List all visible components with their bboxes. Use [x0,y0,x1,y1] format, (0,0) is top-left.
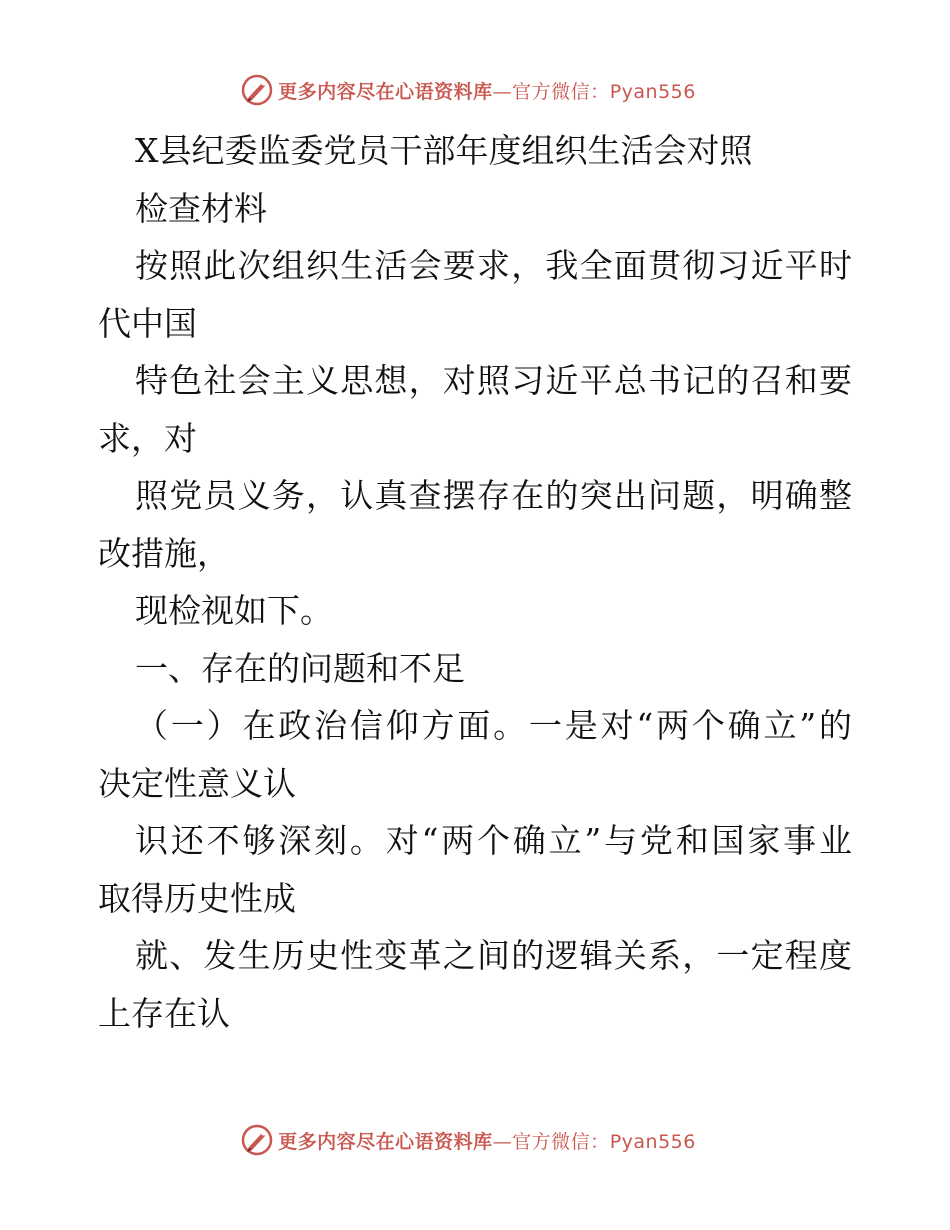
document-body [98,122,852,1042]
section-heading: 一、存在的问题和不足 [135,648,465,688]
paragraph-line: 取得历史性成 [98,878,296,918]
paragraph-line: 现检视如下。 [135,591,333,630]
paragraph-line: 就、发生历史性变革之间的逻辑关系，一定程度 [135,936,852,975]
watermark-wechat-label: 官方微信： [512,1130,610,1153]
watermark-wechat-id: Pyan556 [609,1130,696,1153]
watermark-wechat-id: Pyan556 [609,80,696,103]
document-title-line-2: 检查材料 [135,188,267,228]
header-watermark [0,70,950,110]
document-title-line-1: X县纪委监委党员干部年度组织生活会对照 [135,131,753,170]
pen-logo-icon [240,73,274,107]
paragraph-line: 照党员义务，认真查摆存在的突出问题，明确整 [135,476,852,515]
paragraph-line: 识还不够深刻。对“两个确立”与党和国家事业 [135,821,852,860]
paragraph-line: （一）在政治信仰方面。一是对“两个确立”的 [135,706,852,745]
watermark-brand: 更多内容尽在心语资料库 [278,1130,493,1153]
watermark-text [278,1127,696,1154]
watermark-wechat-label: 官方微信： [512,80,610,103]
paragraph-line: 改措施， [98,533,230,573]
paragraph-line: 决定性意义认 [98,763,296,803]
paragraph-line: 代中国 [98,303,197,343]
paragraph-line: 按照此次组织生活会要求，我全面贯彻习近平时 [135,246,852,285]
paragraph-line: 上存在认 [98,993,230,1033]
watermark-brand: 更多内容尽在心语资料库 [278,80,493,103]
footer-watermark [0,1120,950,1160]
watermark-separator: — [492,80,513,103]
paragraph-line: 求，对 [98,418,197,458]
watermark-separator: — [492,1130,513,1153]
paragraph-line: 特色社会主义思想，对照习近平总书记的召和要 [135,361,852,400]
watermark-text [278,77,696,104]
pen-logo-icon [240,1123,274,1157]
